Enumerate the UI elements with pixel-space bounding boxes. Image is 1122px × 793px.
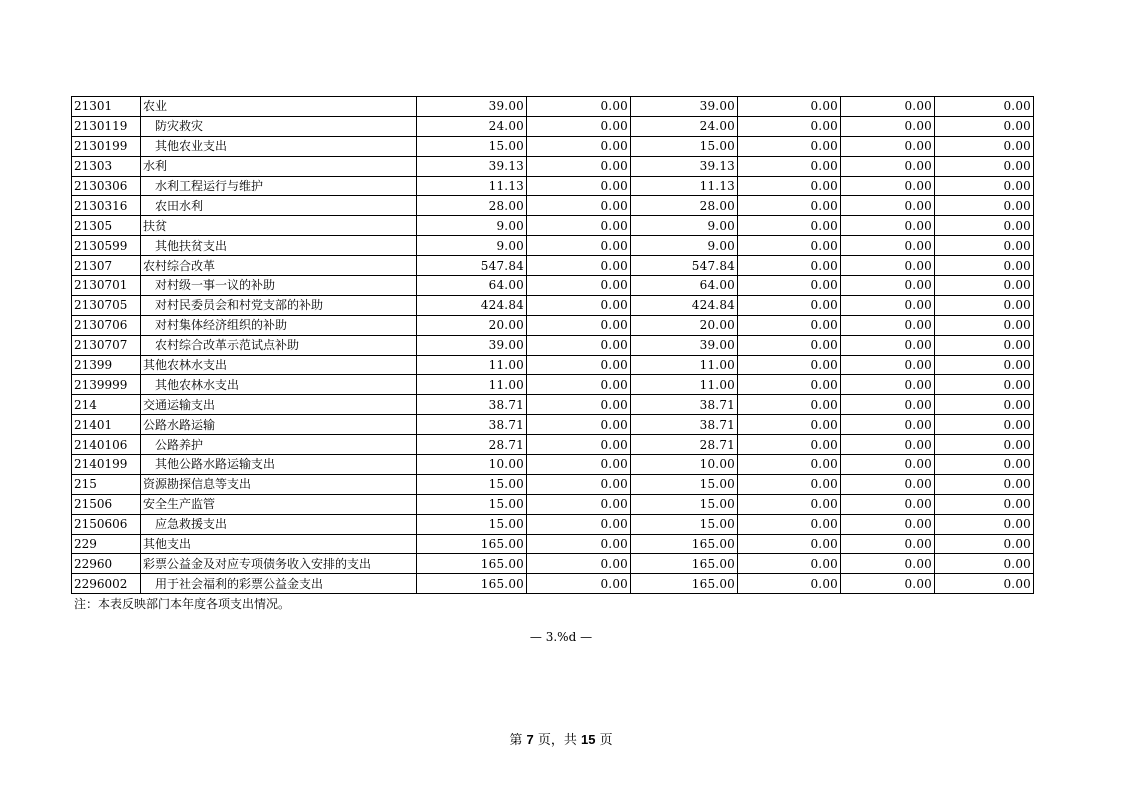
cell-code: 2130701 xyxy=(72,276,141,296)
cell-value: 0.00 xyxy=(527,216,631,236)
cell-value: 0.00 xyxy=(935,574,1034,594)
cell-value: 0.00 xyxy=(738,554,841,574)
table-note: 注：本表反映部门本年度各项支出情况。 xyxy=(74,597,291,611)
cell-code: 2130199 xyxy=(72,136,141,156)
cell-value: 15.00 xyxy=(417,136,527,156)
cell-name: 农业 xyxy=(141,97,417,117)
cell-value: 0.00 xyxy=(738,236,841,256)
cell-code: 21301 xyxy=(72,97,141,117)
cell-name: 对村级一事一议的补助 xyxy=(141,276,417,296)
cell-value: 0.00 xyxy=(738,514,841,534)
cell-code: 2130705 xyxy=(72,295,141,315)
cell-value: 10.00 xyxy=(417,455,527,475)
cell-value: 9.00 xyxy=(631,216,738,236)
cell-name: 农村综合改革示范试点补助 xyxy=(141,335,417,355)
table-row xyxy=(72,216,1034,236)
cell-value: 15.00 xyxy=(631,494,738,514)
cell-value: 0.00 xyxy=(738,295,841,315)
cell-value: 15.00 xyxy=(417,494,527,514)
cell-value: 0.00 xyxy=(935,554,1034,574)
cell-value: 0.00 xyxy=(527,435,631,455)
cell-code: 229 xyxy=(72,534,141,554)
cell-value: 64.00 xyxy=(631,276,738,296)
cell-value: 0.00 xyxy=(527,256,631,276)
cell-value: 0.00 xyxy=(738,455,841,475)
cell-value: 0.00 xyxy=(738,216,841,236)
table-row xyxy=(72,554,1034,574)
table-row xyxy=(72,156,1034,176)
cell-code: 21399 xyxy=(72,355,141,375)
table-row xyxy=(72,236,1034,256)
cell-value: 0.00 xyxy=(841,395,935,415)
cell-value: 39.00 xyxy=(417,335,527,355)
table-body xyxy=(72,97,1034,594)
table-row xyxy=(72,415,1034,435)
footer-total-pages: 15 xyxy=(581,732,596,747)
cell-code: 21307 xyxy=(72,256,141,276)
cell-value: 28.71 xyxy=(631,435,738,455)
table-row xyxy=(72,534,1034,554)
table-row xyxy=(72,574,1034,594)
cell-value: 0.00 xyxy=(841,236,935,256)
cell-value: 0.00 xyxy=(935,116,1034,136)
cell-name: 对村民委员会和村党支部的补助 xyxy=(141,295,417,315)
cell-code: 2140199 xyxy=(72,455,141,475)
cell-value: 0.00 xyxy=(527,375,631,395)
cell-value: 20.00 xyxy=(417,315,527,335)
cell-value: 24.00 xyxy=(631,116,738,136)
cell-value: 9.00 xyxy=(631,236,738,256)
cell-value: 0.00 xyxy=(935,474,1034,494)
cell-code: 21401 xyxy=(72,415,141,435)
cell-code: 2130599 xyxy=(72,236,141,256)
cell-value: 0.00 xyxy=(527,156,631,176)
cell-value: 0.00 xyxy=(527,534,631,554)
cell-value: 0.00 xyxy=(738,355,841,375)
cell-value: 0.00 xyxy=(841,256,935,276)
cell-value: 28.00 xyxy=(631,196,738,216)
cell-value: 9.00 xyxy=(417,236,527,256)
footer-prefix: 第 xyxy=(509,733,523,748)
cell-value: 10.00 xyxy=(631,455,738,475)
cell-value: 0.00 xyxy=(738,534,841,554)
cell-value: 0.00 xyxy=(841,295,935,315)
cell-value: 165.00 xyxy=(631,574,738,594)
expenditure-table xyxy=(71,96,1034,594)
cell-code: 2130706 xyxy=(72,315,141,335)
table-row xyxy=(72,276,1034,296)
cell-value: 0.00 xyxy=(738,395,841,415)
cell-value: 0.00 xyxy=(738,256,841,276)
table-row xyxy=(72,136,1034,156)
cell-name: 其他农业支出 xyxy=(141,136,417,156)
cell-value: 0.00 xyxy=(841,196,935,216)
cell-value: 165.00 xyxy=(417,534,527,554)
cell-value: 0.00 xyxy=(841,534,935,554)
cell-name: 交通运输支出 xyxy=(141,395,417,415)
cell-value: 0.00 xyxy=(527,395,631,415)
cell-value: 0.00 xyxy=(841,455,935,475)
cell-code: 22960 xyxy=(72,554,141,574)
cell-value: 0.00 xyxy=(841,97,935,117)
table-row xyxy=(72,355,1034,375)
cell-value: 0.00 xyxy=(738,97,841,117)
cell-value: 0.00 xyxy=(527,236,631,256)
cell-value: 0.00 xyxy=(841,216,935,236)
cell-code: 21506 xyxy=(72,494,141,514)
cell-value: 0.00 xyxy=(527,574,631,594)
cell-value: 0.00 xyxy=(935,335,1034,355)
cell-value: 0.00 xyxy=(527,415,631,435)
cell-value: 0.00 xyxy=(841,156,935,176)
cell-value: 0.00 xyxy=(841,574,935,594)
cell-value: 0.00 xyxy=(935,395,1034,415)
cell-name: 水利 xyxy=(141,156,417,176)
table-row xyxy=(72,455,1034,475)
cell-code: 2130119 xyxy=(72,116,141,136)
cell-name: 彩票公益金及对应专项债务收入安排的支出 xyxy=(141,554,417,574)
cell-value: 0.00 xyxy=(841,355,935,375)
cell-value: 38.71 xyxy=(631,415,738,435)
cell-value: 0.00 xyxy=(841,375,935,395)
cell-value: 64.00 xyxy=(417,276,527,296)
cell-value: 0.00 xyxy=(841,554,935,574)
cell-value: 0.00 xyxy=(841,335,935,355)
table-row xyxy=(72,474,1034,494)
cell-value: 0.00 xyxy=(738,574,841,594)
table-row xyxy=(72,494,1034,514)
cell-value: 0.00 xyxy=(738,474,841,494)
cell-code: 215 xyxy=(72,474,141,494)
cell-value: 0.00 xyxy=(527,455,631,475)
cell-name: 农田水利 xyxy=(141,196,417,216)
cell-value: 15.00 xyxy=(417,514,527,534)
cell-value: 0.00 xyxy=(527,335,631,355)
table-row xyxy=(72,435,1034,455)
cell-value: 0.00 xyxy=(841,474,935,494)
footer-page-number: 7 xyxy=(526,732,534,747)
cell-value: 38.71 xyxy=(417,395,527,415)
cell-value: 0.00 xyxy=(738,315,841,335)
cell-value: 0.00 xyxy=(738,335,841,355)
cell-name: 对村集体经济组织的补助 xyxy=(141,315,417,335)
cell-value: 15.00 xyxy=(631,514,738,534)
cell-value: 0.00 xyxy=(935,295,1034,315)
cell-value: 39.13 xyxy=(417,156,527,176)
cell-value: 424.84 xyxy=(631,295,738,315)
table-row xyxy=(72,315,1034,335)
cell-value: 0.00 xyxy=(527,136,631,156)
cell-value: 0.00 xyxy=(738,415,841,435)
cell-name: 用于社会福利的彩票公益金支出 xyxy=(141,574,417,594)
cell-value: 0.00 xyxy=(841,494,935,514)
cell-value: 39.00 xyxy=(631,335,738,355)
footer-middle: 页，共 xyxy=(537,733,577,748)
table-row xyxy=(72,196,1034,216)
cell-value: 11.00 xyxy=(631,355,738,375)
cell-code: 214 xyxy=(72,395,141,415)
cell-code: 2130707 xyxy=(72,335,141,355)
cell-code: 2130306 xyxy=(72,176,141,196)
cell-value: 0.00 xyxy=(935,97,1034,117)
cell-value: 39.00 xyxy=(417,97,527,117)
cell-value: 547.84 xyxy=(631,256,738,276)
cell-value: 0.00 xyxy=(738,276,841,296)
footer-suffix: 页 xyxy=(599,733,613,748)
cell-value: 165.00 xyxy=(417,574,527,594)
cell-value: 0.00 xyxy=(935,216,1034,236)
cell-value: 0.00 xyxy=(841,435,935,455)
cell-value: 0.00 xyxy=(527,116,631,136)
cell-name: 安全生产监管 xyxy=(141,494,417,514)
cell-code: 21303 xyxy=(72,156,141,176)
cell-value: 39.00 xyxy=(631,97,738,117)
cell-value: 0.00 xyxy=(841,176,935,196)
table-row xyxy=(72,176,1034,196)
cell-value: 28.71 xyxy=(417,435,527,455)
cell-value: 0.00 xyxy=(527,97,631,117)
cell-value: 38.71 xyxy=(631,395,738,415)
cell-code: 2130316 xyxy=(72,196,141,216)
cell-value: 0.00 xyxy=(738,176,841,196)
cell-value: 0.00 xyxy=(841,276,935,296)
cell-value: 11.13 xyxy=(417,176,527,196)
cell-value: 0.00 xyxy=(935,375,1034,395)
table-row xyxy=(72,97,1034,117)
cell-value: 0.00 xyxy=(738,136,841,156)
cell-value: 0.00 xyxy=(935,136,1034,156)
cell-value: 24.00 xyxy=(417,116,527,136)
cell-value: 0.00 xyxy=(738,156,841,176)
table-row xyxy=(72,295,1034,315)
cell-code: 2139999 xyxy=(72,375,141,395)
table-row xyxy=(72,335,1034,355)
cell-value: 0.00 xyxy=(738,116,841,136)
cell-value: 0.00 xyxy=(738,375,841,395)
cell-value: 0.00 xyxy=(841,116,935,136)
cell-value: 0.00 xyxy=(527,474,631,494)
cell-value: 39.13 xyxy=(631,156,738,176)
cell-value: 0.00 xyxy=(935,534,1034,554)
cell-value: 15.00 xyxy=(631,136,738,156)
cell-name: 其他公路水路运输支出 xyxy=(141,455,417,475)
cell-value: 0.00 xyxy=(935,196,1034,216)
cell-name: 其他支出 xyxy=(141,534,417,554)
cell-value: 11.00 xyxy=(417,375,527,395)
cell-name: 资源勘探信息等支出 xyxy=(141,474,417,494)
table-row xyxy=(72,256,1034,276)
cell-value: 38.71 xyxy=(417,415,527,435)
cell-name: 水利工程运行与维护 xyxy=(141,176,417,196)
cell-value: 0.00 xyxy=(935,236,1034,256)
cell-value: 0.00 xyxy=(935,514,1034,534)
cell-name: 农村综合改革 xyxy=(141,256,417,276)
cell-value: 165.00 xyxy=(631,534,738,554)
cell-value: 547.84 xyxy=(417,256,527,276)
table-row xyxy=(72,116,1034,136)
cell-value: 0.00 xyxy=(935,455,1034,475)
expenditure-table-container xyxy=(71,96,1033,594)
cell-name: 其他扶贫支出 xyxy=(141,236,417,256)
cell-name: 防灾救灾 xyxy=(141,116,417,136)
cell-value: 0.00 xyxy=(841,415,935,435)
cell-name: 公路养护 xyxy=(141,435,417,455)
cell-value: 165.00 xyxy=(417,554,527,574)
table-row xyxy=(72,395,1034,415)
cell-value: 0.00 xyxy=(935,176,1034,196)
cell-value: 0.00 xyxy=(738,196,841,216)
cell-value: 0.00 xyxy=(527,355,631,375)
cell-value: 0.00 xyxy=(527,554,631,574)
cell-value: 28.00 xyxy=(417,196,527,216)
cell-value: 0.00 xyxy=(935,256,1034,276)
cell-value: 0.00 xyxy=(935,435,1034,455)
cell-value: 0.00 xyxy=(527,494,631,514)
cell-value: 0.00 xyxy=(527,315,631,335)
cell-value: 424.84 xyxy=(417,295,527,315)
cell-value: 165.00 xyxy=(631,554,738,574)
cell-value: 11.13 xyxy=(631,176,738,196)
cell-value: 0.00 xyxy=(527,176,631,196)
cell-value: 0.00 xyxy=(841,514,935,534)
cell-name: 应急救援支出 xyxy=(141,514,417,534)
cell-name: 其他农林水支出 xyxy=(141,375,417,395)
cell-value: 0.00 xyxy=(738,435,841,455)
page-marker: — 3.%d — xyxy=(529,630,593,644)
cell-value: 0.00 xyxy=(841,136,935,156)
cell-value: 0.00 xyxy=(935,276,1034,296)
cell-value: 20.00 xyxy=(631,315,738,335)
cell-code: 2296002 xyxy=(72,574,141,594)
cell-value: 15.00 xyxy=(631,474,738,494)
cell-value: 0.00 xyxy=(527,295,631,315)
table-row xyxy=(72,514,1034,534)
cell-code: 2150606 xyxy=(72,514,141,534)
cell-value: 0.00 xyxy=(527,276,631,296)
cell-value: 0.00 xyxy=(841,315,935,335)
cell-code: 2140106 xyxy=(72,435,141,455)
cell-value: 0.00 xyxy=(738,494,841,514)
cell-code: 21305 xyxy=(72,216,141,236)
cell-value: 9.00 xyxy=(417,216,527,236)
page-footer xyxy=(0,729,1122,748)
cell-value: 0.00 xyxy=(527,196,631,216)
cell-value: 0.00 xyxy=(935,315,1034,335)
cell-name: 公路水路运输 xyxy=(141,415,417,435)
cell-value: 0.00 xyxy=(935,494,1034,514)
cell-name: 其他农林水支出 xyxy=(141,355,417,375)
cell-name: 扶贫 xyxy=(141,216,417,236)
cell-value: 15.00 xyxy=(417,474,527,494)
cell-value: 0.00 xyxy=(935,415,1034,435)
cell-value: 0.00 xyxy=(527,514,631,534)
cell-value: 11.00 xyxy=(417,355,527,375)
cell-value: 0.00 xyxy=(935,355,1034,375)
cell-value: 11.00 xyxy=(631,375,738,395)
cell-value: 0.00 xyxy=(935,156,1034,176)
table-row xyxy=(72,375,1034,395)
